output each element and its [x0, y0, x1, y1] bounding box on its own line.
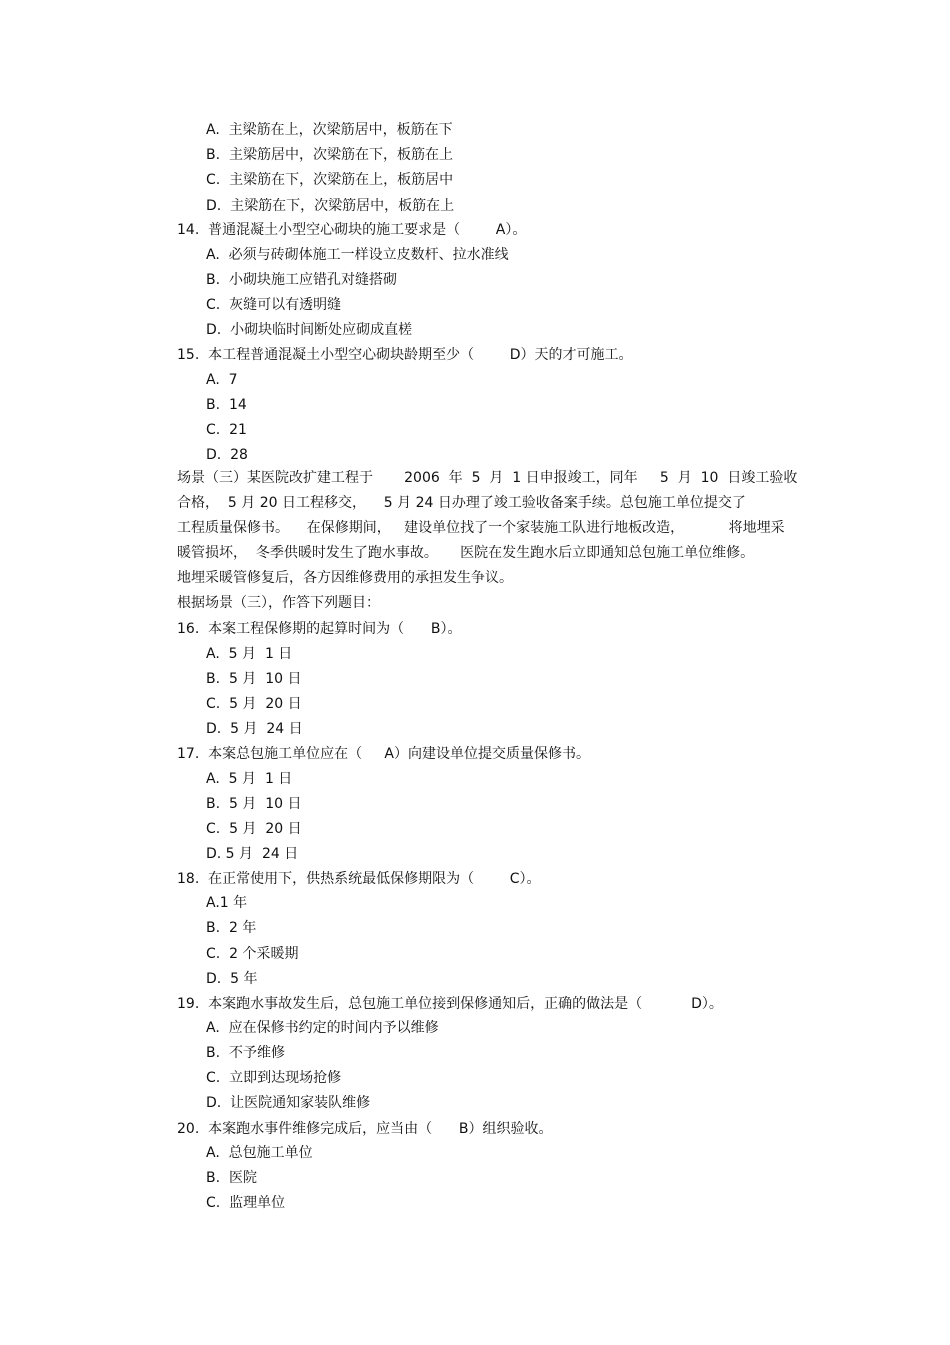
question-20: 20. 本案跑水事件维修完成后，应当由（ B）组织验收。	[177, 1121, 553, 1137]
question-17: 17. 本案总包施工单位应在（ A）向建设单位提交质量保修书。	[177, 746, 590, 762]
option-d-13: D. 主梁筋在下，次梁筋居中，板筋在上	[206, 198, 455, 214]
option-c-14: C. 灰缝可以有透明缝	[206, 297, 342, 313]
option-b-17: B. 5 月 10 日	[206, 796, 302, 812]
option-a-13: A. 主梁筋在上，次梁筋居中，板筋在下	[206, 122, 453, 138]
option-c-17: C. 5 月 20 日	[206, 821, 302, 837]
option-a-15: A. 7	[206, 372, 238, 388]
scenario-paragraph-line-4: 暖管损坏， 冬季供暖时发生了跑水事故。 医院在发生跑水后立即通知总包施工单位维修。	[177, 545, 755, 561]
option-b-13: B. 主梁筋居中，次梁筋在下，板筋在上	[206, 147, 453, 163]
option-b-20: B. 医院	[206, 1170, 257, 1186]
option-c-16: C. 5 月 20 日	[206, 696, 302, 712]
option-c-15: C. 21	[206, 422, 247, 438]
scenario-paragraph-line-5: 地埋采暖管修复后，各方因维修费用的承担发生争议。	[177, 570, 513, 586]
option-d-15: D. 28	[206, 447, 248, 463]
option-b-15: B. 14	[206, 397, 247, 413]
question-18: 18. 在正常使用下，供热系统最低保修期限为（ C）。	[177, 871, 541, 887]
scenario-instruction: 根据场景（三），作答下列题目：	[177, 595, 380, 611]
option-b-16: B. 5 月 10 日	[206, 671, 302, 687]
option-b-18: B. 2 年	[206, 920, 257, 936]
option-a-20: A. 总包施工单位	[206, 1145, 313, 1161]
question-19: 19. 本案跑水事故发生后，总包施工单位接到保修通知后，正确的做法是（ D）。	[177, 996, 723, 1012]
question-14: 14. 普通混凝土小型空心砌块的施工要求是（ A）。	[177, 222, 527, 238]
option-d-19: D. 让医院通知家装队维修	[206, 1095, 371, 1111]
option-c-13: C. 主梁筋在下，次梁筋在上，板筋居中	[206, 172, 454, 188]
option-a-14: A. 必须与砖砌体施工一样设立皮数杆、拉水准线	[206, 247, 509, 263]
option-d-16: D. 5 月 24 日	[206, 721, 303, 737]
scenario-paragraph-line-1: 场景（三）某医院改扩建工程于 2006 年 5 月 1 日申报竣工，同年 5 月 10 日竣工验收	[177, 470, 798, 486]
question-16: 16. 本案工程保修期的起算时间为（ B）。	[177, 621, 462, 637]
option-d-14: D. 小砌块临时间断处应砌成直槎	[206, 322, 413, 338]
option-d-18: D. 5 年	[206, 971, 258, 987]
scenario-paragraph-line-3: 工程质量保修书。 在保修期间， 建设单位找了一个家装施工队进行地板改造， 将地埋采	[177, 520, 785, 536]
option-a-18: A.1 年	[206, 895, 248, 911]
option-a-19: A. 应在保修书约定的时间内予以维修	[206, 1020, 439, 1036]
option-c-19: C. 立即到达现场抢修	[206, 1070, 342, 1086]
option-a-17: A. 5 月 1 日	[206, 771, 293, 787]
option-d-17: D. 5 月 24 日	[206, 846, 299, 862]
question-15: 15. 本工程普通混凝土小型空心砌块龄期至少（ D）天的才可施工。	[177, 347, 633, 363]
option-c-20: C. 监理单位	[206, 1195, 286, 1211]
option-b-14: B. 小砌块施工应错孔对缝搭砌	[206, 272, 397, 288]
option-a-16: A. 5 月 1 日	[206, 646, 293, 662]
option-c-18: C. 2 个采暖期	[206, 946, 299, 962]
scenario-paragraph-line-2: 合格， 5 月 20 日工程移交， 5 月 24 日办理了竣工验收备案手续。总包施工单位提交了	[177, 495, 746, 511]
option-b-19: B. 不予维修	[206, 1045, 285, 1061]
